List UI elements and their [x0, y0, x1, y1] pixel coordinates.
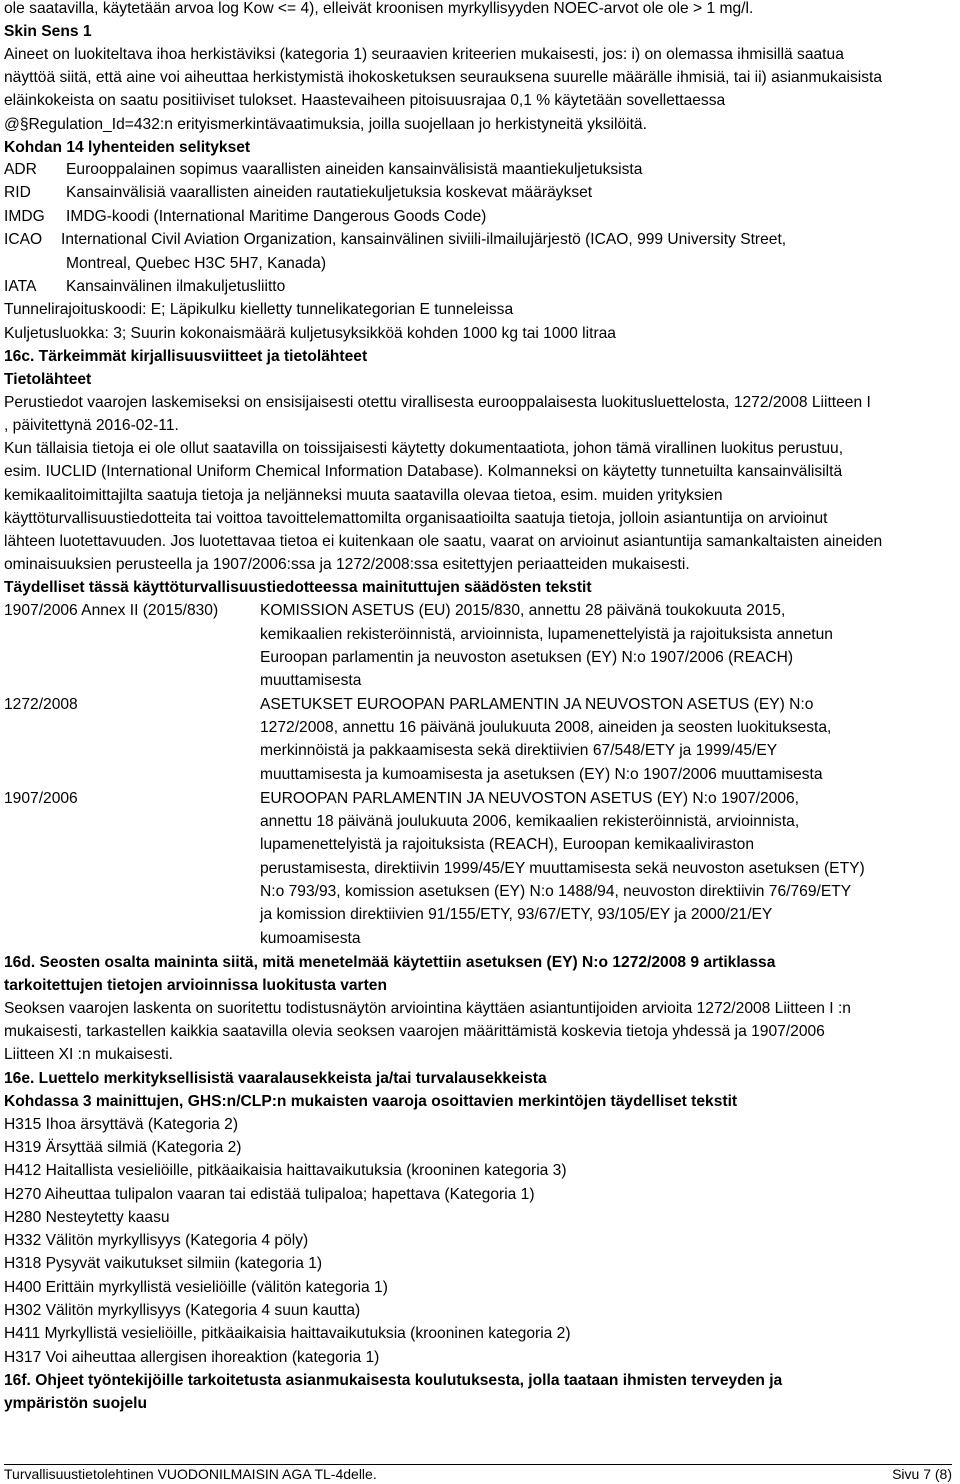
- abbreviation-term: IMDG: [4, 208, 45, 225]
- section-16f-heading: 16f. Ohjeet työntekijöille tarkoitetusta asianmukaisesta koulutuksesta, jolla taataan ihmisten terveyden ja: [4, 1372, 783, 1389]
- hazard-statement: H400 Erittäin myrkyllistä vesieliöille (välitön kategoria 1): [4, 1279, 388, 1296]
- text-line: mukaisesti, tarkastellen kaikkia saatavilla olevia seoksen vaarojen määrittämistä koskevia tietoja yhdessä ja 1907/2006: [4, 1023, 825, 1040]
- section-16d-heading-continued: tarkoitettujen tietojen arvioinnissa luokitusta varten: [4, 977, 387, 994]
- section-16c-heading: 16c. Tärkeimmät kirjallisuusviitteet ja tietolähteet: [4, 348, 368, 365]
- regulation-text: merkinnöistä ja pakkaamisesta sekä direktiivien 67/548/ETY ja 1999/45/EY: [260, 742, 778, 759]
- text-line: ominaisuuksien perusteella ja 1907/2006:ssa ja 1272/2008:ssa esitettyjen periaatteiden mukaisesti.: [4, 556, 690, 573]
- footer-divider: [4, 1464, 952, 1465]
- text-line: , päivitettynä 2016-02-11.: [4, 417, 179, 434]
- abbreviation-term: IATA: [4, 278, 37, 295]
- text-line: Liitteen XI :n mukaisesti.: [4, 1046, 174, 1063]
- abbreviation-term: ADR: [4, 161, 37, 178]
- text-line: Aineet on luokiteltava ihoa herkistäviksi (kategoria 1) seuraavien kriteerien mukaisesti, jos: i) on olemassa ihmisillä saatua: [4, 46, 844, 63]
- abbreviation-term: RID: [4, 184, 31, 201]
- hazard-statement: H280 Nesteytetty kaasu: [4, 1209, 170, 1226]
- tunnel-restriction-code: Tunnelirajoituskoodi: E; Läpikulku kielletty tunnelikategorian E tunneleissa: [4, 301, 514, 318]
- hazard-statement: H317 Voi aiheuttaa allergisen ihoreaktion (kategoria 1): [4, 1349, 380, 1366]
- abbreviation-definition: IMDG-koodi (International Maritime Dangerous Goods Code): [66, 208, 487, 225]
- text-line: kemikaalitoimittajilta saatuja tietoja ja neljänneksi muuta saatavilla olevaa tietoa, esim. muiden yrityksien: [4, 487, 723, 504]
- hazard-statements-subheading: Kohdassa 3 mainittujen, GHS:n/CLP:n mukaisten vaaroja osoittavien merkintöjen täydelliset tekstit: [4, 1093, 738, 1110]
- regulation-text: ASETUKSET EUROOPAN PARLAMENTIN JA NEUVOSTON ASETUS (EY) N:o: [260, 696, 814, 713]
- regulation-text: 1272/2008, annettu 16 päivänä joulukuuta 2008, aineiden ja seosten luokituksesta,: [260, 719, 832, 736]
- text-line: käyttöturvallisuustiedotteita tai voittoa tavoittelemattomilta organisaatioilta saatuja tietoja, jolloin asiantuntija on arvioinut: [4, 510, 828, 527]
- section-16d-heading: 16d. Seosten osalta maininta siitä, mitä menetelmää käytettiin asetuksen (EY) N:o 1272/2008 9 artiklassa: [4, 954, 776, 971]
- section-16e-heading: 16e. Luettelo merkityksellisistä vaaralausekkeista ja/tai turvalausekkeista: [4, 1070, 547, 1087]
- hazard-statement: H411 Myrkyllistä vesieliöille, pitkäaikaisia haittavaikutuksia (krooninen kategoria 2): [4, 1325, 571, 1342]
- regulation-code: 1907/2006 Annex II (2015/830): [4, 602, 219, 619]
- footer-document-title: Turvallisuustietolehtinen VUODONILMAISIN AGA TL-4delle.: [4, 1466, 377, 1482]
- regulation-text: lupamenettelyistä ja rajoituksista (REACH), Euroopan kemikaaliviraston: [260, 836, 755, 853]
- hazard-statement: H270 Aiheuttaa tulipalon vaaran tai edistää tulipaloa; hapettava (Kategoria 1): [4, 1186, 535, 1203]
- abbreviation-definition: Eurooppalainen sopimus vaarallisten aineiden kansainvälisistä maantiekuljetuksista: [66, 161, 643, 178]
- hazard-statement: H319 Ärsyttää silmiä (Kategoria 2): [4, 1139, 242, 1156]
- regulation-text: Euroopan parlamentin ja neuvoston asetuksen (EY) N:o 1907/2006 (REACH): [260, 649, 794, 666]
- text-line: ole saatavilla, käytetään arvoa log Kow <= 4), elleivät kroonisen myrkyllisyyden NOEC-arvot ole ole > 1 mg/l.: [4, 0, 754, 17]
- regulations-heading: Täydelliset tässä käyttöturvallisuustiedotteessa mainituttujen säädösten tekstit: [4, 579, 592, 596]
- regulation-code: 1272/2008: [4, 696, 78, 713]
- regulation-text: kemikaalien rekisteröinnistä, arvioinnista, lupamenettelyistä ja rajoituksista annetun: [260, 626, 833, 643]
- text-line: esim. IUCLID (International Uniform Chemical Information Database). Kolmanneksi on käytetty tunnetuilta kansainvälisiltä: [4, 463, 843, 480]
- regulation-code: 1907/2006: [4, 790, 78, 807]
- hazard-statement: H412 Haitallista vesieliöille, pitkäaikaisia haittavaikutuksia (krooninen kategoria 3): [4, 1162, 567, 1179]
- abbreviation-definition-continued: Montreal, Quebec H3C 5H7, Kanada): [66, 255, 327, 272]
- section-14-abbreviations-heading: Kohdan 14 lyhenteiden selitykset: [4, 139, 251, 156]
- transport-category: Kuljetusluokka: 3; Suurin kokonaismäärä kuljetusyksikköä kohden 1000 kg tai 1000 litraa: [4, 325, 616, 342]
- text-line: @§Regulation_Id=432:n erityismerkintävaatimuksia, joilla suojellaan jo herkistyneitä yksilöitä.: [4, 116, 647, 133]
- text-line: eläinkokeista on saatu positiiviset tulokset. Haastevaiheen pitoisuusrajaa 0,1 % käytetään sovellettaessa: [4, 92, 726, 109]
- regulation-text: ja komission direktiivien 91/155/ETY, 93/67/ETY, 93/105/EY ja 2000/21/EY: [260, 906, 773, 923]
- skin-sens-heading: Skin Sens 1: [4, 23, 92, 40]
- regulation-text: kumoamisesta: [260, 930, 361, 947]
- regulation-text: N:o 793/93, komission asetuksen (EY) N:o 1488/94, neuvoston direktiivin 76/769/ETY: [260, 883, 852, 900]
- text-line: lähteen luotettavuuden. Jos luotettavaa tietoa ei kuitenkaan ole saatu, vaarat on arvioinut asiantuntija samankaltaisten aineiden: [4, 533, 883, 550]
- text-line: Kun tällaisia tietoja ei ole ollut saatavilla on toissijaisesti käytetty dokumentaatiota, johon tämä virallinen luokitus perustuu,: [4, 440, 844, 457]
- regulation-text: muuttamisesta ja kumoamisesta ja asetuksen (EY) N:o 1907/2006 muuttamisesta: [260, 766, 823, 783]
- section-16f-heading-continued: ympäristön suojelu: [4, 1395, 147, 1412]
- hazard-statement: H332 Välitön myrkyllisyys (Kategoria 4 pöly): [4, 1232, 309, 1249]
- footer-page-number: Sivu 7 (8): [892, 1466, 952, 1482]
- abbreviation-definition: Kansainvälisiä vaarallisten aineiden rautatiekuljetuksia koskevat määräykset: [66, 184, 593, 201]
- regulation-text: KOMISSION ASETUS (EU) 2015/830, annettu 28 päivänä toukokuuta 2015,: [260, 602, 786, 619]
- sources-subheading: Tietolähteet: [4, 371, 92, 388]
- abbreviation-definition: International Civil Aviation Organization, kansainvälinen siviili-ilmailujärjestö (ICAO, 999 University Street,: [61, 231, 787, 248]
- regulation-text: EUROOPAN PARLAMENTIN JA NEUVOSTON ASETUS (EY) N:o 1907/2006,: [260, 790, 800, 807]
- text-line: Seoksen vaarojen laskenta on suoritettu todistusnäytön arviointina käyttäen asiantuntijoiden arvioita 1272/2008 Liitteen I :n: [4, 1000, 851, 1017]
- hazard-statement: H315 Ihoa ärsyttävä (Kategoria 2): [4, 1116, 239, 1133]
- hazard-statement: H302 Välitön myrkyllisyys (Kategoria 4 suun kautta): [4, 1302, 361, 1319]
- regulation-text: annettu 18 päivänä joulukuuta 2006, kemikaalien rekisteröinnistä, arvioinnista,: [260, 813, 800, 830]
- regulation-text: perustamisesta, direktiivin 1999/45/EY muuttamisesta sekä neuvoston asetuksen (ETY): [260, 860, 865, 877]
- regulation-text: muuttamisesta: [260, 672, 362, 689]
- abbreviation-term: ICAO: [4, 231, 43, 248]
- abbreviation-definition: Kansainvälinen ilmakuljetusliitto: [66, 278, 286, 295]
- text-line: Perustiedot vaarojen laskemiseksi on ensisijaisesti otettu virallisesta eurooppalaisesta luokitusluettelosta, 1272/2008 Liitteen I: [4, 394, 871, 411]
- text-line: näyttöä siitä, että aine voi aiheuttaa herkistymistä ihokosketuksen seurauksena suurelle määrälle ihmisiä, tai ii) asianmukaisista: [4, 69, 883, 86]
- hazard-statement: H318 Pysyvät vaikutukset silmiin (kategoria 1): [4, 1255, 323, 1272]
